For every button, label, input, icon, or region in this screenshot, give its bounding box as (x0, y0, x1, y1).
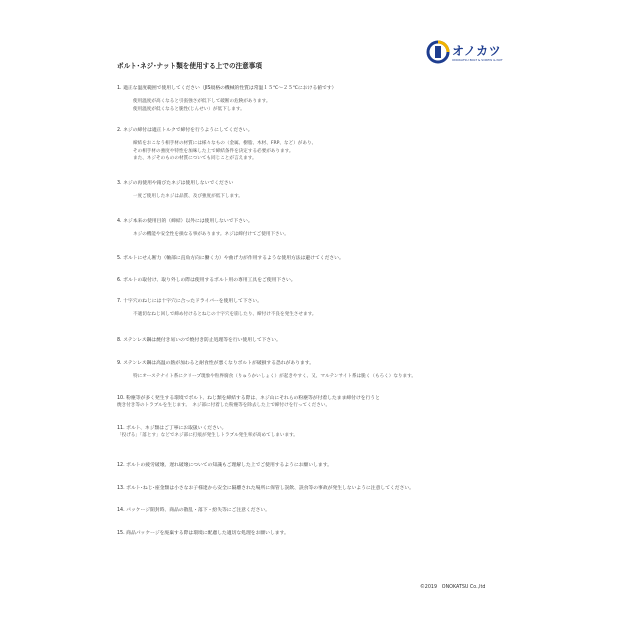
notice-detail: 特にオーステナイト系にクリープ現象や粒界腐食（りゅうかいしょく）が起きやすく、又、マルテンサイト系は脆く（もろく）なります。 (133, 374, 416, 379)
notice-item (117, 425, 537, 440)
notice-item (117, 462, 537, 469)
notice-heading: 6. ボルトの取付け、取り外しの際は使用するボルト用の専用工具をご使用下さい。 (117, 278, 296, 283)
notice-item (117, 85, 537, 113)
notice-heading: 9. ステンレス鋼は高温の熱が加わると耐食性が悪くなりボルトが破損する恐れがあります。 (117, 361, 314, 366)
notice-heading: 14. パッケージ開封時、商品の散乱・落下・紛失等にご注意ください。 (117, 508, 270, 513)
company-logo (426, 40, 526, 68)
notice-item (117, 530, 537, 537)
notice-item (117, 395, 537, 410)
notice-heading: 11. ボルト、ネジ類はご丁寧にお取扱いください。 (117, 426, 227, 431)
notice-heading: 5. ボルトにせん断力（軸部に直角方向に働く力）や曲げ力が作用するような使用方法は避けてください。 (117, 256, 344, 261)
notice-item (117, 360, 537, 381)
notice-item (117, 218, 537, 239)
notice-detail: ネジの機能や安全性を損なる事があります。ネジは締付けてご使用下さい。 (133, 232, 289, 237)
notice-item (117, 127, 537, 163)
notice-heading: 8. ステンレス鋼は焼付き易いので焼付き防止処理等を行い使用して下さい。 (117, 338, 281, 343)
notice-item (117, 507, 537, 514)
page-title: ボルト･ネジ･ナット類を使用する上での注意事項 (117, 62, 262, 70)
notice-heading: 1. 適正な温度範囲で使用してください（JIS規格の機械的性質は常温１５℃～２５℃における値です） (117, 86, 337, 91)
notice-item (117, 277, 537, 284)
notice-detail: 使用温度が高くなると引張強さが低下して破断の危険があります。 (133, 99, 271, 104)
notice-heading: 13. ボルト･ねじ･座金類は小さなお子様達から安全に隔離された場所に保管し誤飲、誤食等の事故が発生しないように注意してください。 (117, 486, 414, 491)
notice-heading: 10. 粉塵等が多く発生する環境でボルト、ねじ類を締結する際は、ネジ山にそれらの粉塵等が付着したまま締付けを行うと (117, 396, 380, 401)
logo-text: オノカツ (452, 44, 502, 58)
notice-detail: 焼き付き等のトラブルを生じます。 ネジ部に付着した粉塵等を除去した上で締付けを行ってください。 (117, 403, 331, 408)
notice-heading: 3. ネジの再使用や錆びたネジは使用しないでください (117, 181, 234, 186)
notice-heading: 2. ネジの締付は適正トルクで締付を行うようにしてください。 (117, 128, 253, 133)
notice-heading: 4. ネジ本来の使用目的（締結）以外には使用しないで下さい。 (117, 219, 253, 224)
notice-detail: 不適切なねじ回しで締め付けるとねじの十字穴を崩したり、締付け不良を発生させます。 (133, 312, 317, 317)
notice-item (117, 298, 537, 319)
notice-detail: その相手材の強度や特性を加味した上で締結条件を決定する必要があります。 (133, 148, 294, 154)
notice-item (117, 180, 537, 201)
notice-heading: 15. 商品パッケージを廃棄する際は環境に配慮した適切な処理をお願いします。 (117, 531, 289, 536)
notice-item (117, 255, 537, 262)
notice-heading: 12. ボルトの疲労破壊、遅れ破壊についての知識もご理解した上でご使用するようにお願いします。 (117, 463, 332, 468)
notice-detail: 一度ご使用したネジは品質、及び強度が低下します。 (133, 194, 243, 199)
logo-subtitle: ONOKATSU BOLT & SCREW & NUT (452, 58, 503, 62)
notice-detail: 締結をおこなう相手材の材質には様々なもの（金属、樹脂、木材、FRP、など）があり、 (133, 141, 317, 146)
notice-item (117, 337, 537, 344)
onokatsu-logo-icon (426, 40, 450, 64)
notice-detail: 「投げる」「落とす」などでネジ部に打痕が発生しトラブル発生率が高めてしまいます。 (117, 433, 298, 438)
notice-heading: 7. 十字穴のねじには十字穴に合ったドライバーを使用して下さい。 (117, 299, 262, 304)
notice-detail: また、ネジそのものの材質についても同じことが言えます。 (133, 156, 257, 161)
notice-detail: 使用温度が低くなると脆性(じんせい）が低下します。 (133, 106, 245, 112)
notice-item (117, 485, 537, 492)
copyright-notice: ©2019 ONOKATSU Co.,ltd (420, 585, 486, 590)
